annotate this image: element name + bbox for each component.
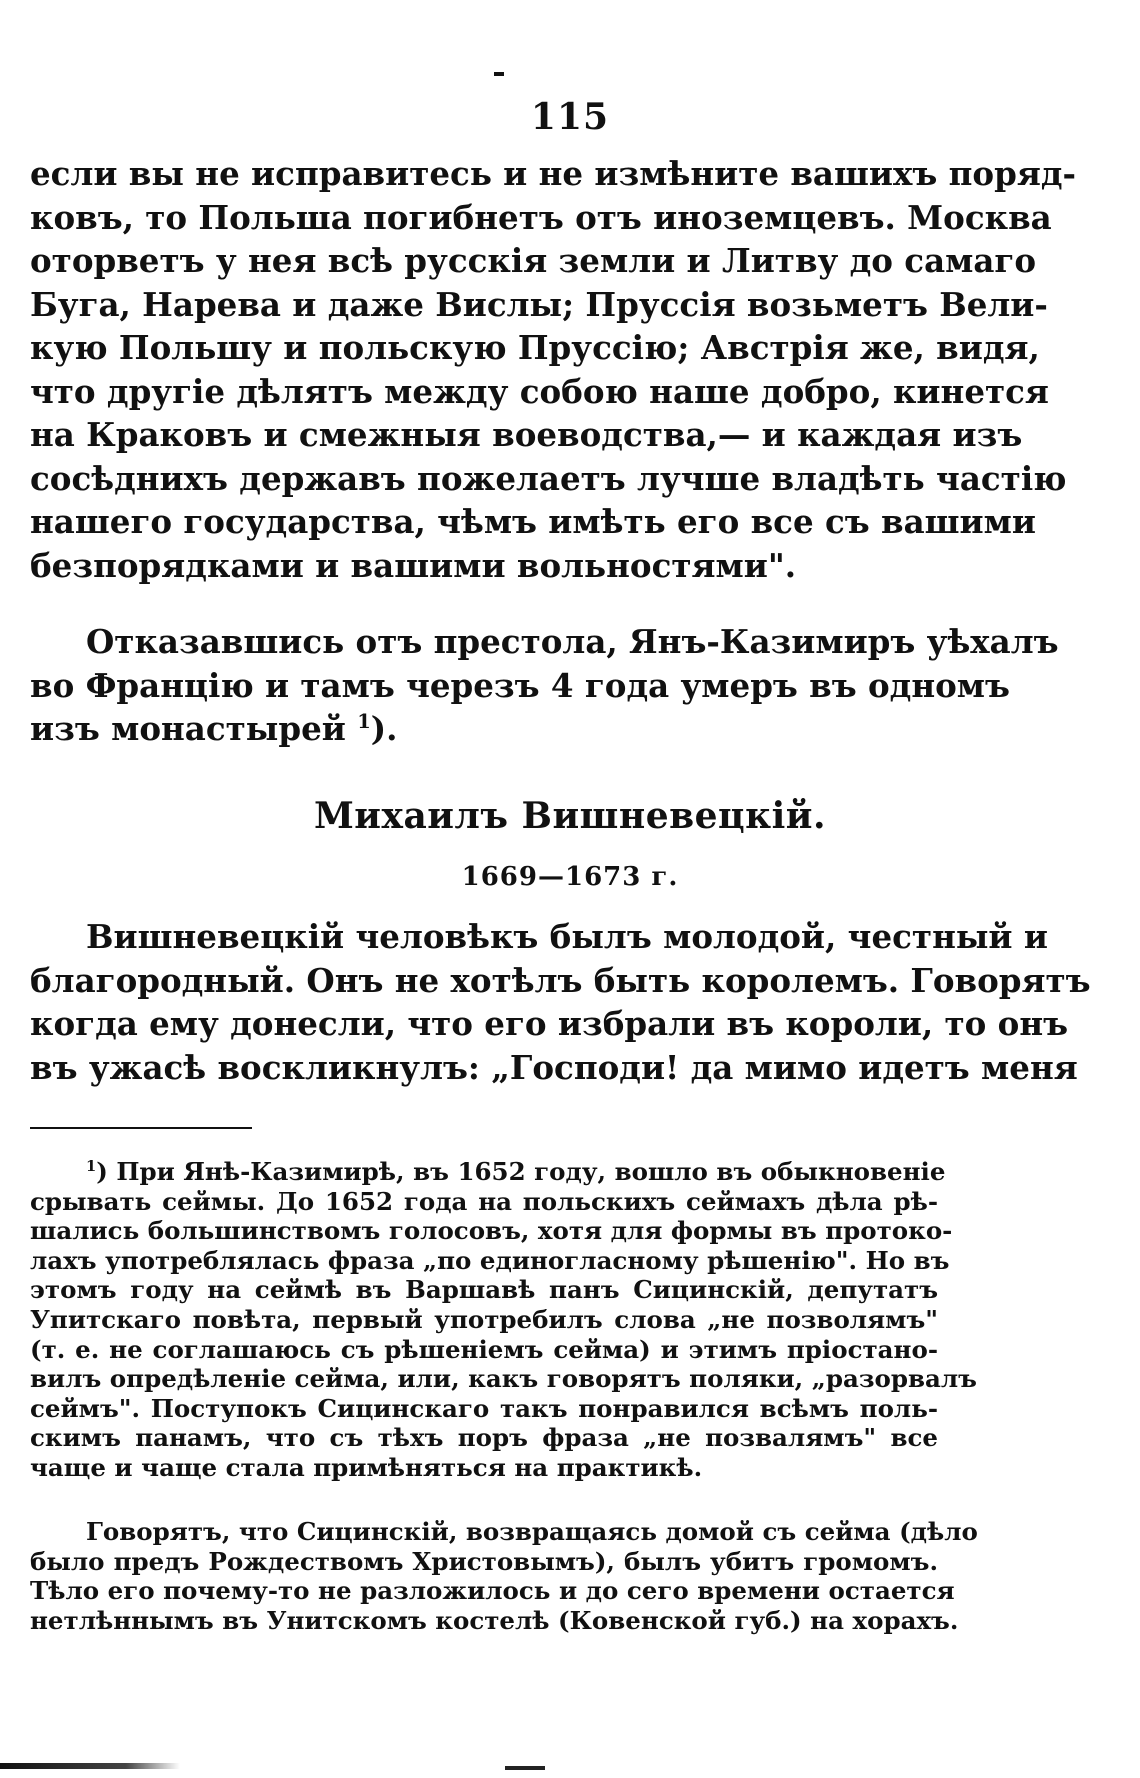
- footnote-line: нетлѣннымъ въ Унитскомъ костелѣ (Ковенской губ.) на хорахъ.: [30, 1605, 959, 1635]
- footnote-line: вилъ опредѣленіе сейма, или, какъ говорятъ поляки, „разорвалъ: [30, 1364, 977, 1394]
- text-line: Буга, Нарева и даже Вислы; Пруссія возьметъ Вели-: [30, 284, 1048, 324]
- text-line: во Францію и тамъ черезъ 4 года умеръ въ одномъ: [30, 665, 1010, 705]
- text-line: когда ему донесли, что его избрали въ короли, то онъ: [30, 1004, 1069, 1043]
- text-line: Вишневецкій человѣкъ былъ молодой, честный и: [86, 917, 1048, 956]
- text-line: Отказавшись отъ престола, Янъ-Казимиръ уѣхалъ: [86, 622, 1059, 661]
- footnote: [30, 1157, 977, 1483]
- footnote-reference: 1: [357, 710, 371, 734]
- text-line: нашего государства, чѣмъ имѣть его все съ вашими: [30, 502, 1036, 541]
- text-line: безпорядками и вашими вольностями".: [30, 545, 797, 585]
- print-mark: [494, 72, 504, 76]
- paragraph-1: [30, 152, 1076, 587]
- paragraph-2: [30, 620, 1059, 751]
- text-line: въ ужасѣ воскликнулъ: „Господи! да мимо идетъ меня: [30, 1047, 1078, 1087]
- footnote-line: было предъ Рождествомъ Христовымъ), былъ убитъ громомъ.: [30, 1546, 938, 1576]
- footnote-line: [30, 1157, 946, 1187]
- section-dates: 1669—1673 г.: [461, 862, 679, 892]
- text-line-tail: ).: [370, 709, 398, 748]
- text-line: благородный. Онъ не хотѣлъ быть королемъ. Говорятъ: [30, 960, 1091, 1000]
- scan-edge-mark: [0, 1763, 180, 1769]
- footnote-paragraph-2: [30, 1517, 978, 1635]
- footnote-mark: 1: [86, 1157, 97, 1175]
- text-line: оторветъ у нея всѣ русскія земли и Литву до самаго: [30, 241, 1037, 280]
- section-title: Михаилъ Вишневецкій.: [313, 795, 827, 837]
- text-line: если вы не исправитесь и не измѣните вашихъ поряд-: [30, 154, 1076, 193]
- page-number: 115: [530, 96, 610, 138]
- footnote-divider: [30, 1127, 252, 1129]
- footnote-line: Говорятъ, что Сицинскій, возвращаясь домой съ сейма (дѣло: [86, 1517, 978, 1546]
- footnote-line: Упитскаго повѣта, первый употребилъ слова „не позволямъ": [30, 1304, 938, 1334]
- text-line: кую Польшу и польскую Пруссію; Австрія же, видя,: [30, 328, 1040, 367]
- print-mark: [505, 1766, 545, 1770]
- footnote-line: срывать сеймы. До 1652 года на польскихъ сеймахъ дѣла рѣ-: [30, 1186, 938, 1216]
- footnote-line: лахъ употреблялась фраза „по единогласному рѣшенію". Но въ: [30, 1245, 950, 1275]
- footnote-line: шались большинствомъ голосовъ, хотя для формы въ протоко-: [30, 1216, 953, 1246]
- footnote-line: (т. е. не соглашаюсь съ рѣшеніемъ сейма) и этимъ пріостано-: [30, 1334, 938, 1364]
- text-line-content: изъ монастырей: [30, 709, 346, 748]
- footnote-line: чаще и чаще стала примѣняться на практикѣ.: [30, 1452, 703, 1482]
- text-line: на Краковъ и смежныя воеводства,— и каждая изъ: [30, 415, 1023, 454]
- paragraph-3: [30, 915, 1091, 1089]
- text-line: что другіе дѣлятъ между собою наше добро, кинется: [30, 371, 1049, 411]
- footnote-line: этомъ году на сеймѣ въ Варшавѣ панъ Сицинскій, депутатъ: [30, 1275, 938, 1305]
- footnote-line-content: ) При Янѣ-Казимирѣ, въ 1652 году, вошло въ обыкновеніе: [96, 1157, 946, 1186]
- text-line: сосѣднихъ державъ пожелаетъ лучше владѣть частію: [30, 458, 1067, 498]
- footnote-line: Тѣло его почему-то не разложилось и до сего времени остается: [30, 1576, 955, 1606]
- text-line: ковъ, то Польша погибнетъ отъ иноземцевъ. Москва: [30, 197, 1052, 237]
- footnote-line: скимъ панамъ, что съ тѣхъ поръ фраза „не позвалямъ" все: [30, 1423, 938, 1453]
- footnote-line: сеймъ". Поступокъ Сицинскаго такъ понравился всѣмъ поль-: [30, 1393, 938, 1423]
- text-line: [30, 707, 940, 751]
